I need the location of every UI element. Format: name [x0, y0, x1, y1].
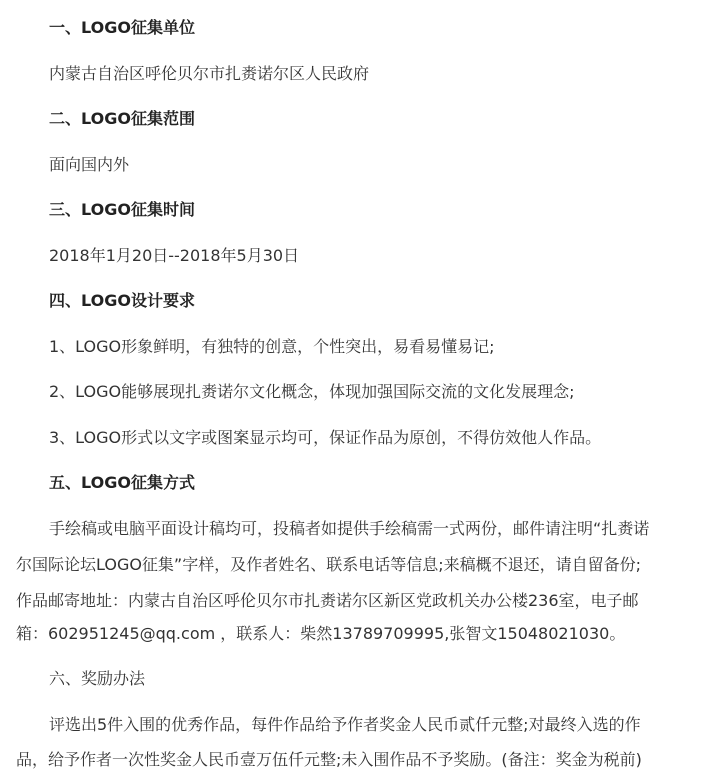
requirement-item-3: 3、LOGO形式以文字或图案显示均可，保证作品为原创，不得仿效他人作品。: [49, 428, 602, 447]
requirement-item-1: 1、LOGO形象鲜明，有独特的创意，个性突出，易看易懂易记;: [49, 337, 495, 356]
section-heading-4: 四、LOGO设计要求: [49, 291, 195, 310]
submission-line-4: 箱：602951245@qq.com ，联系人：柴然13789709995,张智文15048021030。: [16, 624, 626, 643]
section-heading-3: 三、LOGO征集时间: [49, 200, 195, 219]
section-heading-1: 一、LOGO征集单位: [49, 18, 195, 37]
section-heading-5: 五、LOGO征集方式: [49, 473, 195, 492]
requirement-item-2: 2、LOGO能够展现扎赉诺尔文化概念，体现加强国际交流的文化发展理念;: [49, 382, 575, 401]
section-body-2: 面向国内外: [49, 155, 130, 174]
submission-line-3: 作品邮寄地址：内蒙古自治区呼伦贝尔市扎赉诺尔区新区党政机关办公楼236室，电子邮: [16, 591, 639, 610]
section-heading-2: 二、LOGO征集范围: [49, 109, 195, 128]
section-body-3: 2018年1月20日--2018年5月30日: [49, 246, 300, 265]
section-heading-6: 六、奖励办法: [49, 669, 146, 688]
reward-line-2: 品，给予作者一次性奖金人民币壹万伍仟元整;未入围作品不予奖励。(备注：奖金为税前): [16, 750, 642, 769]
submission-line-2: 尔国际论坛LOGO征集”字样，及作者姓名、联系电话等信息;来稿概不退还，请自留备份;: [16, 555, 642, 574]
submission-line-1: 手绘稿或电脑平面设计稿均可，投稿者如提供手绘稿需一式两份，邮件请注明“扎赉诺: [49, 519, 650, 538]
reward-line-1: 评选出5件入围的优秀作品，每件作品给予作者奖金人民币贰仟元整;对最终入选的作: [49, 715, 641, 734]
section-body-1: 内蒙古自治区呼伦贝尔市扎赉诺尔区人民政府: [49, 64, 370, 83]
